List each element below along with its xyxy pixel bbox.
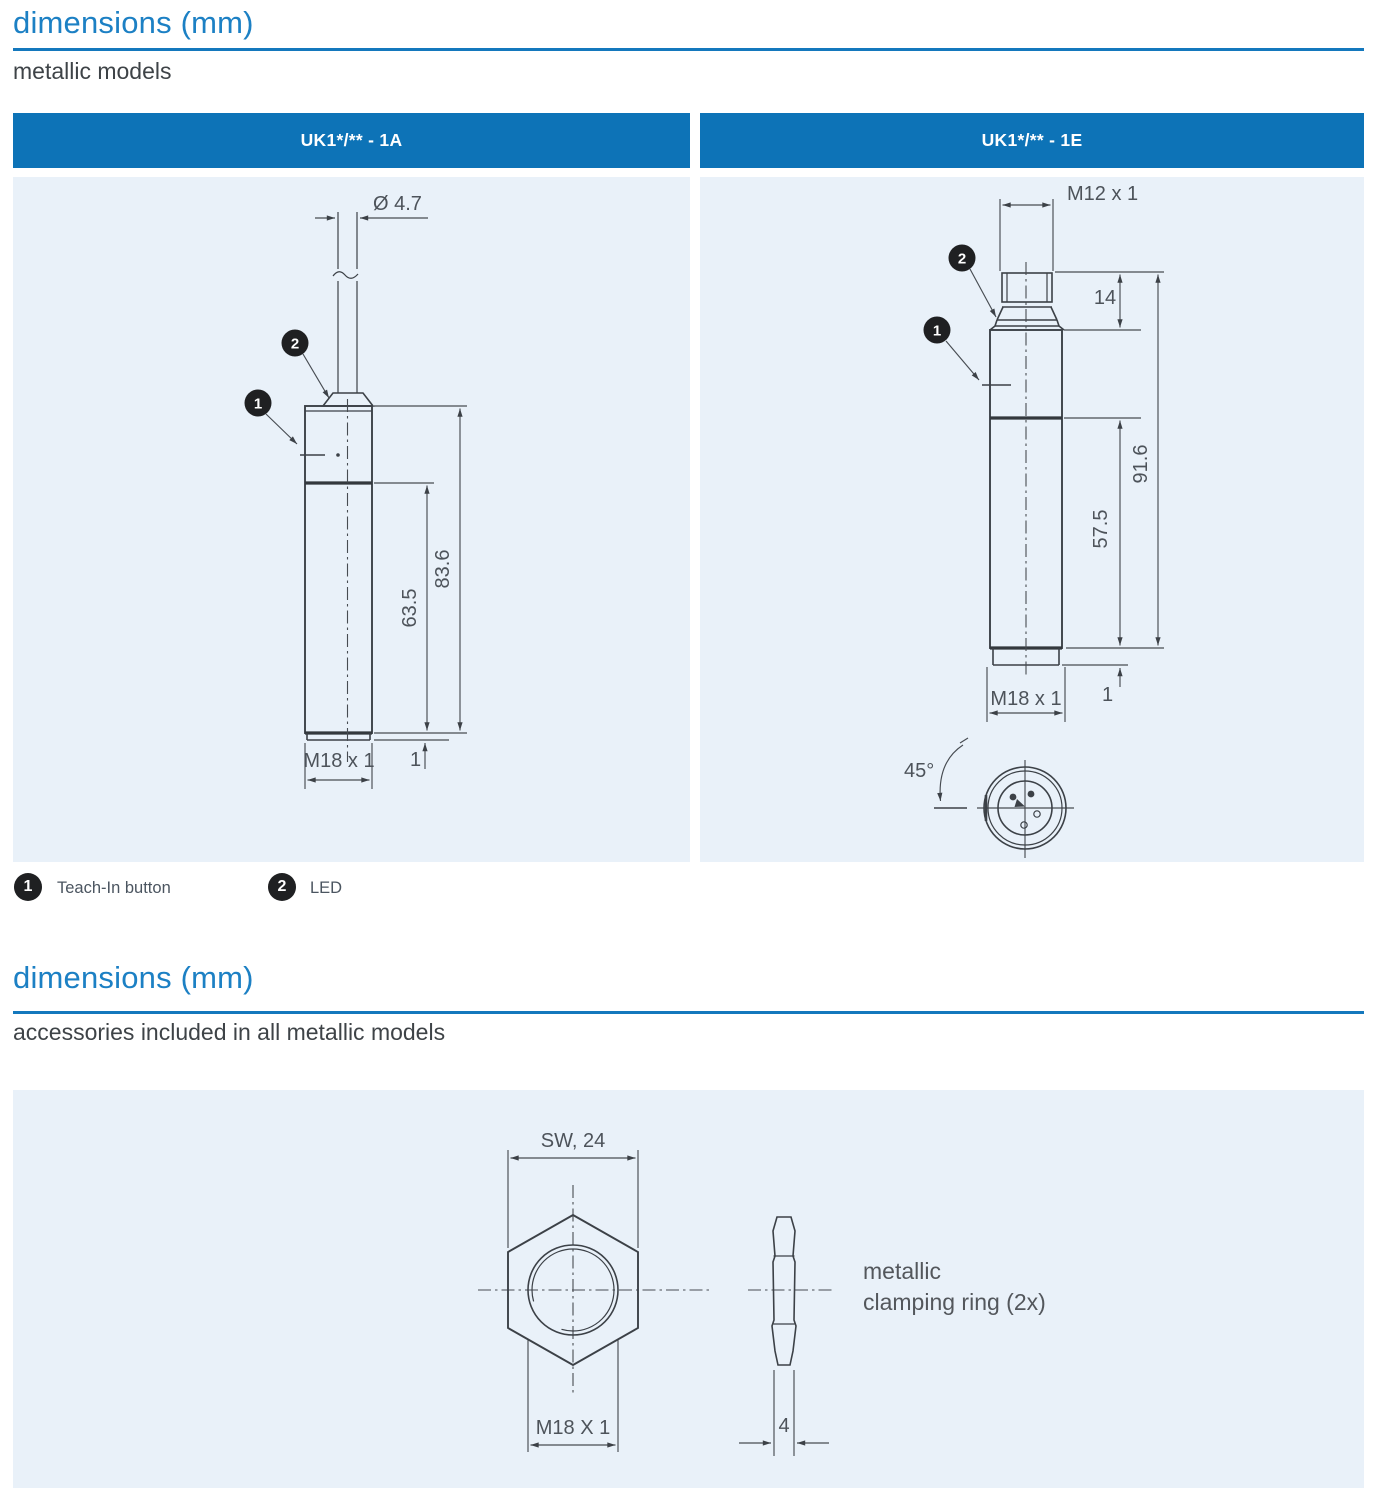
callout-led-a: [282, 330, 330, 399]
sensor-body-e: [982, 262, 1062, 677]
dim-thread-length-a: [374, 483, 434, 731]
panel-a-drawing: [13, 177, 690, 862]
dim-label-connector-length: 14: [1093, 287, 1117, 309]
dim-label-thread-length-e: 57.5: [1090, 509, 1112, 549]
legend-teach-label: Teach-In button: [57, 879, 171, 897]
section1-title: dimensions (mm): [13, 5, 254, 40]
panel-e-drawing: [700, 177, 1364, 862]
dim-total-length-a: [374, 406, 467, 733]
panel-a-body: [13, 177, 690, 862]
dim-label-ring-thread: M18 X 1: [535, 1417, 611, 1439]
dim-label-tip-a: 1: [410, 749, 422, 771]
legend-led-num: 2: [277, 878, 287, 895]
accessory-drawing: [13, 1090, 1364, 1488]
callout-teach-a-num: 1: [253, 395, 263, 413]
dim-label-total-length-a: 83.6: [432, 549, 454, 589]
connector-pin: [1021, 822, 1027, 828]
connector-pin: [1028, 791, 1035, 798]
accessory-label: [863, 1258, 1046, 1315]
dim-label-thread-e: M18 x 1: [990, 688, 1062, 710]
panel-e-header: [700, 113, 1364, 168]
legend-teach-badge: [14, 873, 42, 901]
dim-label-ring-thickness: 4: [778, 1415, 790, 1437]
callout-teach-e-num: 1: [932, 322, 942, 340]
dim-thread-e: [987, 667, 1065, 722]
panel-e-header-label: UK1*/** - 1E: [981, 130, 1083, 150]
clamping-ring-front-view: [478, 1185, 713, 1395]
dim-label-cable-diameter: Ø 4.7: [373, 193, 422, 215]
accessory-label-line2: clamping ring (2x): [863, 1289, 1046, 1315]
panel-a-header-label: UK1*/** - 1A: [300, 130, 403, 150]
connector-pin: [1010, 794, 1017, 801]
legend-led-badge: [268, 873, 296, 901]
callout-teach-e: [924, 317, 980, 381]
panel-a-header: [13, 113, 690, 168]
section2-rule: [13, 1011, 1364, 1014]
legend-teach-num: 1: [23, 878, 33, 895]
dim-thread-a: [303, 743, 374, 789]
connector-drawing: [990, 273, 1064, 330]
dim-cable-diameter: [315, 193, 428, 218]
callout-teach-a: [245, 390, 298, 445]
dim-label-thread-length-a: 63.5: [399, 588, 421, 628]
connector-face-view: [977, 760, 1074, 858]
dim-label-connector-thread: M12 x 1: [1067, 183, 1139, 205]
section1-subtitle: metallic models: [13, 58, 172, 84]
dim-tip-a: [374, 740, 449, 771]
clamping-ring-side-view: [748, 1217, 833, 1365]
callout-led-a-num: 2: [290, 335, 300, 353]
callout-led-e-num: 2: [957, 250, 967, 268]
section2-subtitle: accessories included in all metallic models: [13, 1019, 446, 1045]
legend-led-label: LED: [310, 879, 343, 897]
dim-connector-angle: [904, 738, 968, 808]
connector-key-mark: [1015, 799, 1026, 807]
callout-led-e: [949, 245, 997, 318]
dim-connector-length: [1055, 272, 1164, 330]
accessory-panel: [13, 1090, 1364, 1488]
cable-drawing: [333, 212, 358, 393]
accessory-label-line1: metallic: [863, 1258, 941, 1284]
dim-label-tip-e: 1: [1102, 684, 1114, 706]
dim-connector-thread: [1000, 183, 1138, 271]
dim-ring-thickness: [739, 1370, 829, 1456]
dim-tip-e: [1062, 665, 1128, 706]
sensor-body-a: [300, 393, 373, 762]
connector-pin: [1034, 811, 1040, 817]
panel-e-body: [700, 177, 1364, 862]
dim-label-thread-a: M18 x 1: [303, 750, 375, 772]
dim-label-connector-angle: 45°: [904, 760, 935, 782]
section1-rule: [13, 48, 1364, 51]
section2-title: dimensions (mm): [13, 960, 254, 995]
dim-label-total-length-e: 91.6: [1130, 444, 1152, 484]
dim-label-wrench-size: SW, 24: [540, 1130, 606, 1152]
